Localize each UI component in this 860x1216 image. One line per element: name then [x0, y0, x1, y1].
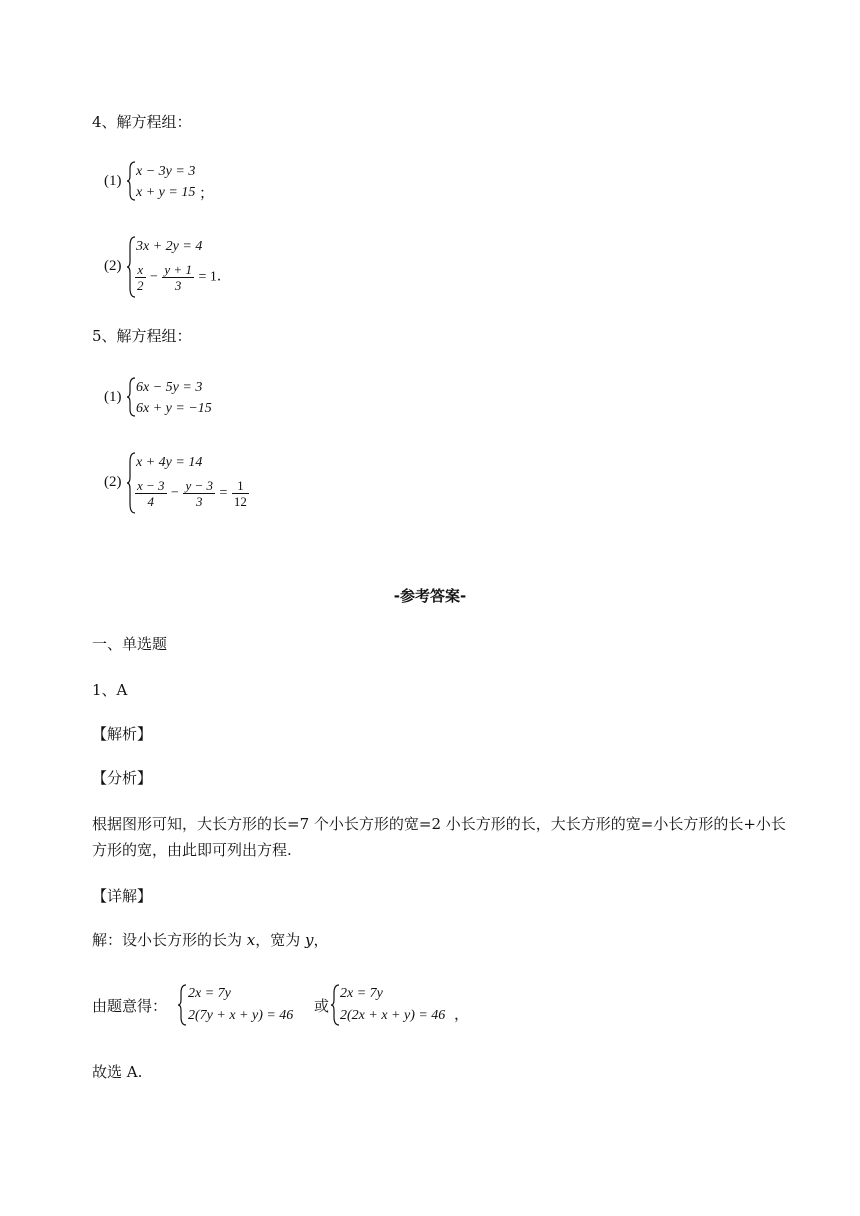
q5-title: 5、解方程组：	[92, 327, 192, 345]
fraction: $\frac{y - 3}{3}$	[185, 478, 213, 509]
fraction: $\frac{1}{12}$	[233, 478, 247, 509]
jiexi-label: 【解析】	[92, 725, 153, 743]
q4-system-2	[104, 234, 234, 300]
q5-p1-eq2: 6x + y = −15	[136, 401, 212, 416]
analysis-paragraph	[92, 811, 812, 863]
q4-p1-eq1: x − 3y = 3	[136, 164, 196, 179]
end-punct: ．	[216, 269, 231, 285]
q4-p1-eq2: x + y = 15	[136, 185, 196, 200]
answer-item: 1、A	[92, 681, 128, 699]
fraction: $\frac{y + 1}{3}$	[164, 262, 192, 293]
answer-equations	[92, 980, 572, 1030]
left-brace-icon	[330, 984, 340, 1026]
q5-system-2	[104, 450, 254, 516]
var-y: y	[305, 931, 314, 949]
minus-sign: −	[171, 485, 179, 501]
fenxi-label: 【分析】	[92, 769, 153, 787]
q4-p2-eq1: 3x + 2y = 4	[136, 239, 203, 254]
sys2-end: ，	[454, 1005, 470, 1023]
q4-p1-label: (1)	[104, 173, 122, 189]
setup-text: 解：设小长方形的长为	[92, 931, 247, 949]
q5-p2-eq1: x + 4y = 14	[136, 455, 203, 470]
setup-text: ，宽为	[255, 931, 306, 949]
equals-sign: =	[219, 485, 228, 501]
minus-sign: −	[150, 269, 158, 285]
q5-p1-eq1: 6x − 5y = 3	[136, 380, 203, 395]
conclusion: 故选 A.	[92, 1063, 143, 1081]
left-brace-icon	[177, 984, 187, 1026]
xiangjie-label: 【详解】	[92, 887, 153, 905]
sys1-eq1: 2x = 7y	[188, 986, 231, 1001]
fraction: $\frac{x - 3}{4}$	[137, 478, 165, 509]
q5-p1-label: (1)	[104, 389, 122, 405]
left-brace-icon	[126, 161, 136, 201]
q4-p2-eq2	[134, 262, 231, 293]
sys2-eq2: 2(2x + x + y) = 46	[340, 1008, 446, 1023]
fraction: $\frac{x}{2}$	[137, 262, 144, 293]
tiyi-label: 由题意得：	[92, 997, 168, 1015]
sys2-eq1: 2x = 7y	[340, 986, 383, 1001]
or-word: 或	[314, 997, 330, 1015]
q5-p2-label: (2)	[104, 474, 122, 490]
q4-p2-label: (2)	[104, 258, 122, 274]
q4-system-1	[104, 160, 224, 204]
section-title: 一、单选题	[92, 635, 168, 653]
analysis-line-1: 根据图形可知，大长方形的长=7 个小长方形的宽=2 小长方形的长，大长方形的宽=小长方形的长+小长	[92, 815, 786, 833]
equation-rhs: = 1	[198, 269, 217, 285]
answers-heading: -参考答案-	[393, 587, 467, 605]
setup-text: ，	[313, 931, 329, 949]
sys1-eq2: 2(7y + x + y) = 46	[188, 1008, 294, 1023]
left-brace-icon	[126, 377, 136, 417]
q4-p1-end: ；	[199, 186, 215, 202]
solution-setup	[92, 930, 329, 950]
var-x: x	[246, 931, 256, 949]
analysis-line-2: 方形的宽，由此即可列出方程.	[92, 841, 292, 859]
q5-p2-eq2	[134, 478, 250, 509]
q5-system-1	[104, 376, 244, 420]
q4-title: 4、解方程组：	[92, 113, 192, 131]
